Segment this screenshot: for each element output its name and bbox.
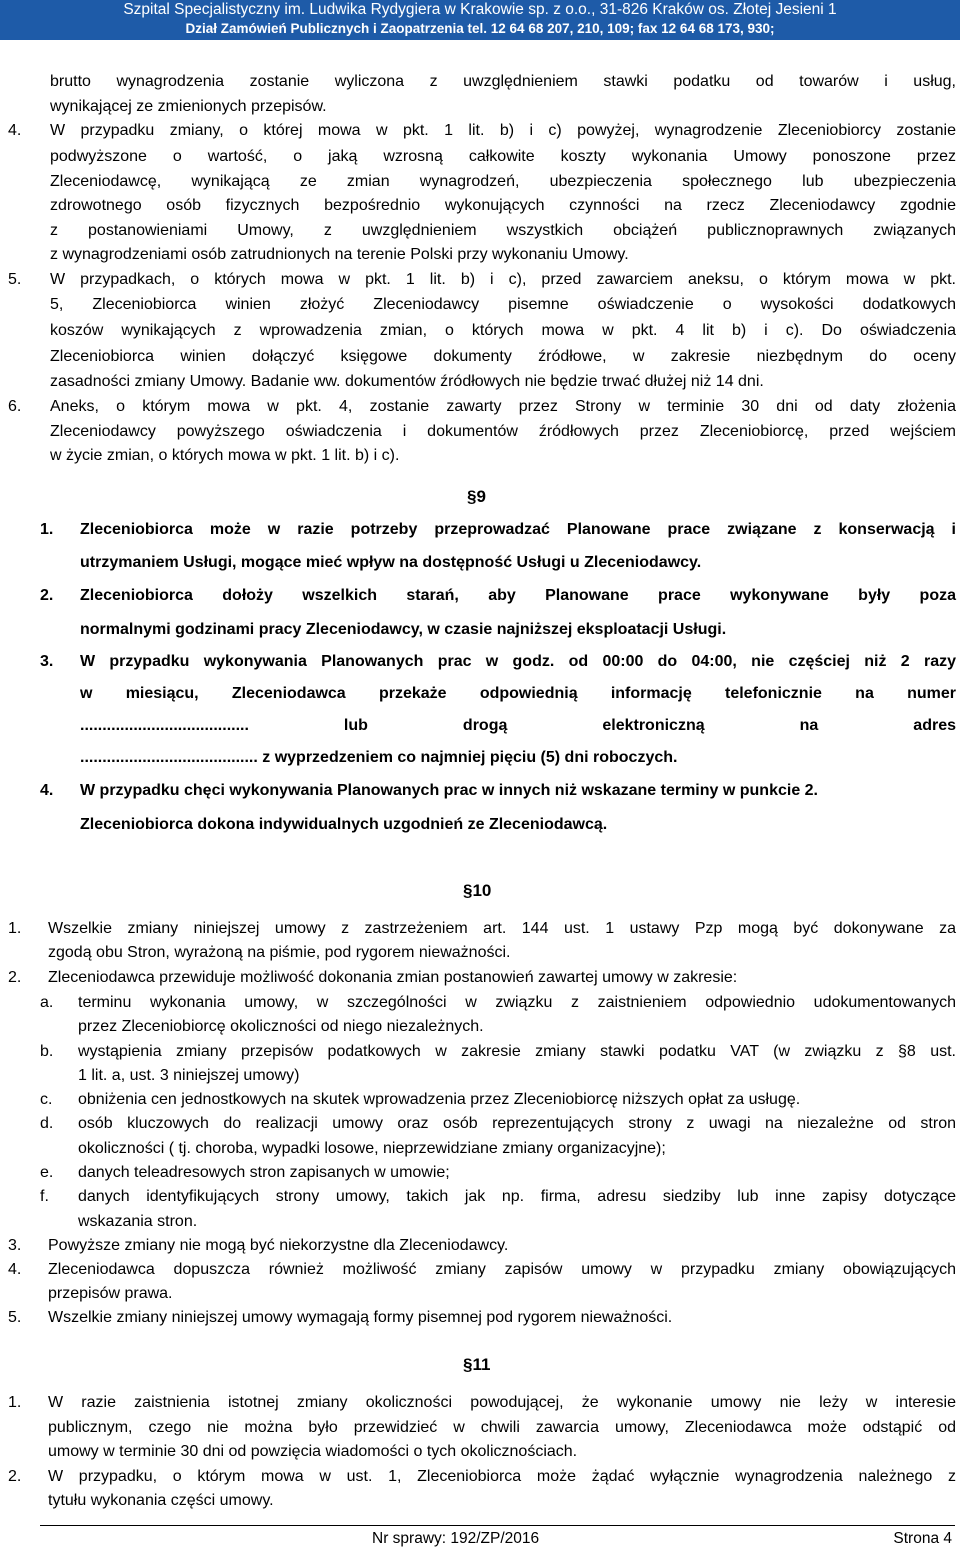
s10-sub-line: danych teleadresowych stron zapisanych w umowie; — [78, 1164, 450, 1181]
s8-p5-line: W przypadkach, o których mowa w pkt. 1 lit. b) i c), przed zawarciem aneksu, o którym mowa w pkt. — [50, 271, 956, 288]
s10-sub-line: okoliczności ( tj. choroba, wypadki losowe, nieprzewidziane zmiany organizacyjne); — [78, 1140, 666, 1157]
s10-item-line: Zleceniodawca dopuszcza również możliwość zmiany zapisów umowy w przypadku zmiany obowiązujących — [48, 1261, 956, 1278]
s10-sub-line: terminu wykonania umowy, w szczególności w związku z zaistnieniem odpowiednio udokumentowanych — [78, 994, 956, 1011]
s9-item-line: W przypadku chęci wykonywania Planowanych prac w innych niż wskazane terminy w punkcie 2. — [80, 782, 818, 799]
s10-item-number: 3. — [8, 1237, 22, 1254]
s11-item-number: 2. — [8, 1468, 22, 1485]
s10-item-number: 1. — [8, 920, 22, 937]
s9-item-number: 4. — [40, 782, 54, 799]
s10-item-number: 5. — [8, 1309, 22, 1326]
s8-p5-line: zasadności zmiany Umowy. Badanie ww. dokumentów źródłowych nie będzie trwać dłużej niż 14 dni. — [50, 373, 764, 390]
s8-p4-line: W przypadku zmiany, o której mowa w pkt. 1 lit. b) i c) powyżej, wynagrodzenie Zleceniobiorcy zostanie — [50, 122, 956, 139]
s10-item-line: Zleceniodawca przewiduje możliwość dokonania zmian postanowień zawartej umowy w zakresie: — [48, 969, 738, 986]
s9-item-line: normalnymi godzinami pracy Zleceniodawcy, w czasie najniższej eksploatacji Usługi. — [80, 621, 727, 638]
s8-p3-line2: wynikającej ze zmienionych przepisów. — [50, 98, 327, 115]
s9-item-line: ........................................ z wyprzedzeniem co najmniej pięciu (5) dni roboczych. — [80, 749, 678, 766]
s10-sub-letter: d. — [40, 1115, 54, 1132]
s8-p5-number: 5. — [8, 271, 22, 288]
s11-item-line: publicznym, czego nie można było przewidzieć w chwili zawarcia umowy, Zleceniodawca może odstąpić od — [48, 1419, 956, 1436]
s10-sub-letter: b. — [40, 1043, 54, 1060]
s10-item-number: 4. — [8, 1261, 22, 1278]
s9-item-line: Zleceniobiorca dołoży wszelkich starań, aby Planowane prace wykonywane były poza — [80, 587, 956, 604]
section-title-11: §11 — [463, 1355, 491, 1374]
s11-item-line: W razie zaistnienia istotnej zmiany okoliczności powodującej, że wykonanie umowy nie leży w interesie — [48, 1394, 956, 1411]
s8-p4-line: podwyższone o wartość, o jaką wzrosną całkowite koszty wykonania Umowy ponoszone przez — [50, 148, 956, 165]
s9-item-line: w miesiącu, Zleceniodawca przekaże odpowiednią informację telefonicznie na numer — [80, 685, 956, 702]
s10-sub-line: wskazania stron. — [78, 1213, 198, 1230]
s9-item-line: Zleceniobiorca może w razie potrzeby przeprowadzać Planowane prace związane z konserwacją i — [80, 521, 956, 538]
s8-p3-line1: brutto wynagrodzenia zostanie wyliczona z uwzględnieniem stawki podatku od towarów i usług, — [50, 73, 956, 90]
s10-sub-letter: c. — [40, 1091, 53, 1108]
s10-sub-line: 1 lit. a, ust. 3 niniejszej umowy) — [78, 1067, 300, 1084]
header-department-contact: Dział Zamówień Publicznych i Zaopatrzenia tel. 12 64 68 207, 210, 109; fax 12 64 68 173, 930; — [185, 21, 775, 36]
s8-p6-line: Aneks, o którym mowa w pkt. 4, zostanie zawarty przez Strony w terminie 30 dni od daty złożenia — [50, 398, 956, 415]
footer-page-number: Strona 4 — [893, 1530, 952, 1547]
s10-item-number: 2. — [8, 969, 22, 986]
s9-item-line: utrzymaniem Usługi, mogące mieć wpływ na dostępność Usługi u Zleceniodawcy. — [80, 554, 702, 571]
s11-item-line: tytułu wykonania części umowy. — [48, 1492, 274, 1509]
s10-item-line: przepisów prawa. — [48, 1285, 173, 1302]
s9-item-line: ...................................... lub drogą elektroniczną na adres — [80, 717, 956, 734]
page-header — [0, 0, 960, 40]
s8-p4-line: Zleceniodawcę, wynikającą ze zmian wynagrodzeń, ubezpieczenia społecznego lub ubezpieczenia — [50, 173, 956, 190]
s11-item-number: 1. — [8, 1394, 22, 1411]
s11-item-line: W przypadku, o którym mowa w ust. 1, Zleceniobiorca może żądać wyłącznie wynagrodzenia należnego z — [48, 1468, 956, 1485]
s11-item-line: umowy w terminie 30 dni od powzięcia wiadomości o tych okolicznościach. — [48, 1443, 578, 1460]
s8-p5-line: koszów wynikających z wprowadzenia zmian, o których mowa w pkt. 4 lit b) i c). Do oświadczenia — [50, 322, 956, 339]
s9-item-number: 1. — [40, 521, 54, 538]
s8-p6-line: w życie zmian, o których mowa w pkt. 1 lit. b) i c). — [50, 447, 400, 464]
s10-sub-line: przez Zleceniobiorcę okoliczności od niego niezależnych. — [78, 1018, 484, 1035]
footer-case-number: Nr sprawy: 192/ZP/2016 — [372, 1530, 540, 1547]
footer-divider — [40, 1525, 955, 1526]
s8-p5-line: 5, Zleceniobiorca winien złożyć Zleceniodawcy pisemne oświadczenie o wysokości dodatkowych — [50, 296, 956, 313]
s8-p4-line: z wynagrodzeniami osób zatrudnionych na terenie Polski przy wykonaniu Umowy. — [50, 246, 629, 263]
header-hospital-name: Szpital Specjalistyczny im. Ludwika Rydygiera w Krakowie sp. z o.o., 31-826 Kraków os. Złotej Jesieni 1 — [123, 1, 837, 18]
s10-item-line: Powyższe zmiany nie mogą być niekorzystne dla Zleceniodawcy. — [48, 1237, 509, 1254]
s10-sub-letter: f. — [40, 1188, 49, 1205]
s10-sub-letter: a. — [40, 994, 54, 1011]
s9-item-number: 2. — [40, 587, 54, 604]
section-title-9: §9 — [467, 487, 486, 506]
s8-p6-line: Zleceniodawcy powyższego oświadczenia i dokumentów źródłowych przez Zleceniobiorcę, przed wejściem — [50, 423, 956, 440]
s10-sub-line: obniżenia cen jednostkowych na skutek wprowadzenia przez Zleceniobiorcę niższych opłat za usługę. — [78, 1091, 801, 1108]
s8-p4-line: z postanowieniami Umowy, z uwzględnieniem wszystkich obciążeń publicznoprawnych związanych — [50, 222, 956, 239]
s8-p6-number: 6. — [8, 398, 22, 415]
s10-item-line: Wszelkie zmiany niniejszej umowy z zastrzeżeniem art. 144 ust. 1 ustawy Pzp mogą być dokonywane za — [48, 920, 956, 937]
s8-p4-number: 4. — [8, 122, 22, 139]
s9-item-number: 3. — [40, 653, 54, 670]
s8-p5-line: Zleceniobiorca winien dołączyć księgowe dokumenty źródłowe, w zakresie niezbędnym do oceny — [50, 348, 956, 365]
s10-sub-line: wystąpienia zmiany przepisów podatkowych w zakresie zmiany stawki podatku VAT (w związku z §8 ust. — [78, 1043, 956, 1060]
s9-item-line: W przypadku wykonywania Planowanych prac w godz. od 00:00 do 04:00, nie częściej niż 2 razy — [80, 653, 956, 670]
section-title-10: §10 — [463, 881, 492, 900]
s9-item-line: Zleceniobiorca dokona indywidualnych uzgodnień ze Zleceniodawcą. — [80, 816, 608, 833]
s10-item-line: zgodą obu Stron, wyrażoną na piśmie, pod rygorem nieważności. — [48, 944, 511, 961]
s10-sub-letter: e. — [40, 1164, 54, 1181]
s10-sub-line: danych identyfikujących strony umowy, takich jak np. firma, adresu siedziby lub inne zapisy dotyczące — [78, 1188, 956, 1205]
s8-p4-line: zdrowotnego osób fizycznych bezpośrednio wykonujących czynności na rzecz Zleceniodawcy zgodnie — [50, 197, 956, 214]
s10-sub-line: osób kluczowych do realizacji umowy oraz osób reprezentujących strony z uwagi na niezależne od stron — [78, 1115, 956, 1132]
s10-item-line: Wszelkie zmiany niniejszej umowy wymagają formy pisemnej pod rygorem nieważności. — [48, 1309, 673, 1326]
